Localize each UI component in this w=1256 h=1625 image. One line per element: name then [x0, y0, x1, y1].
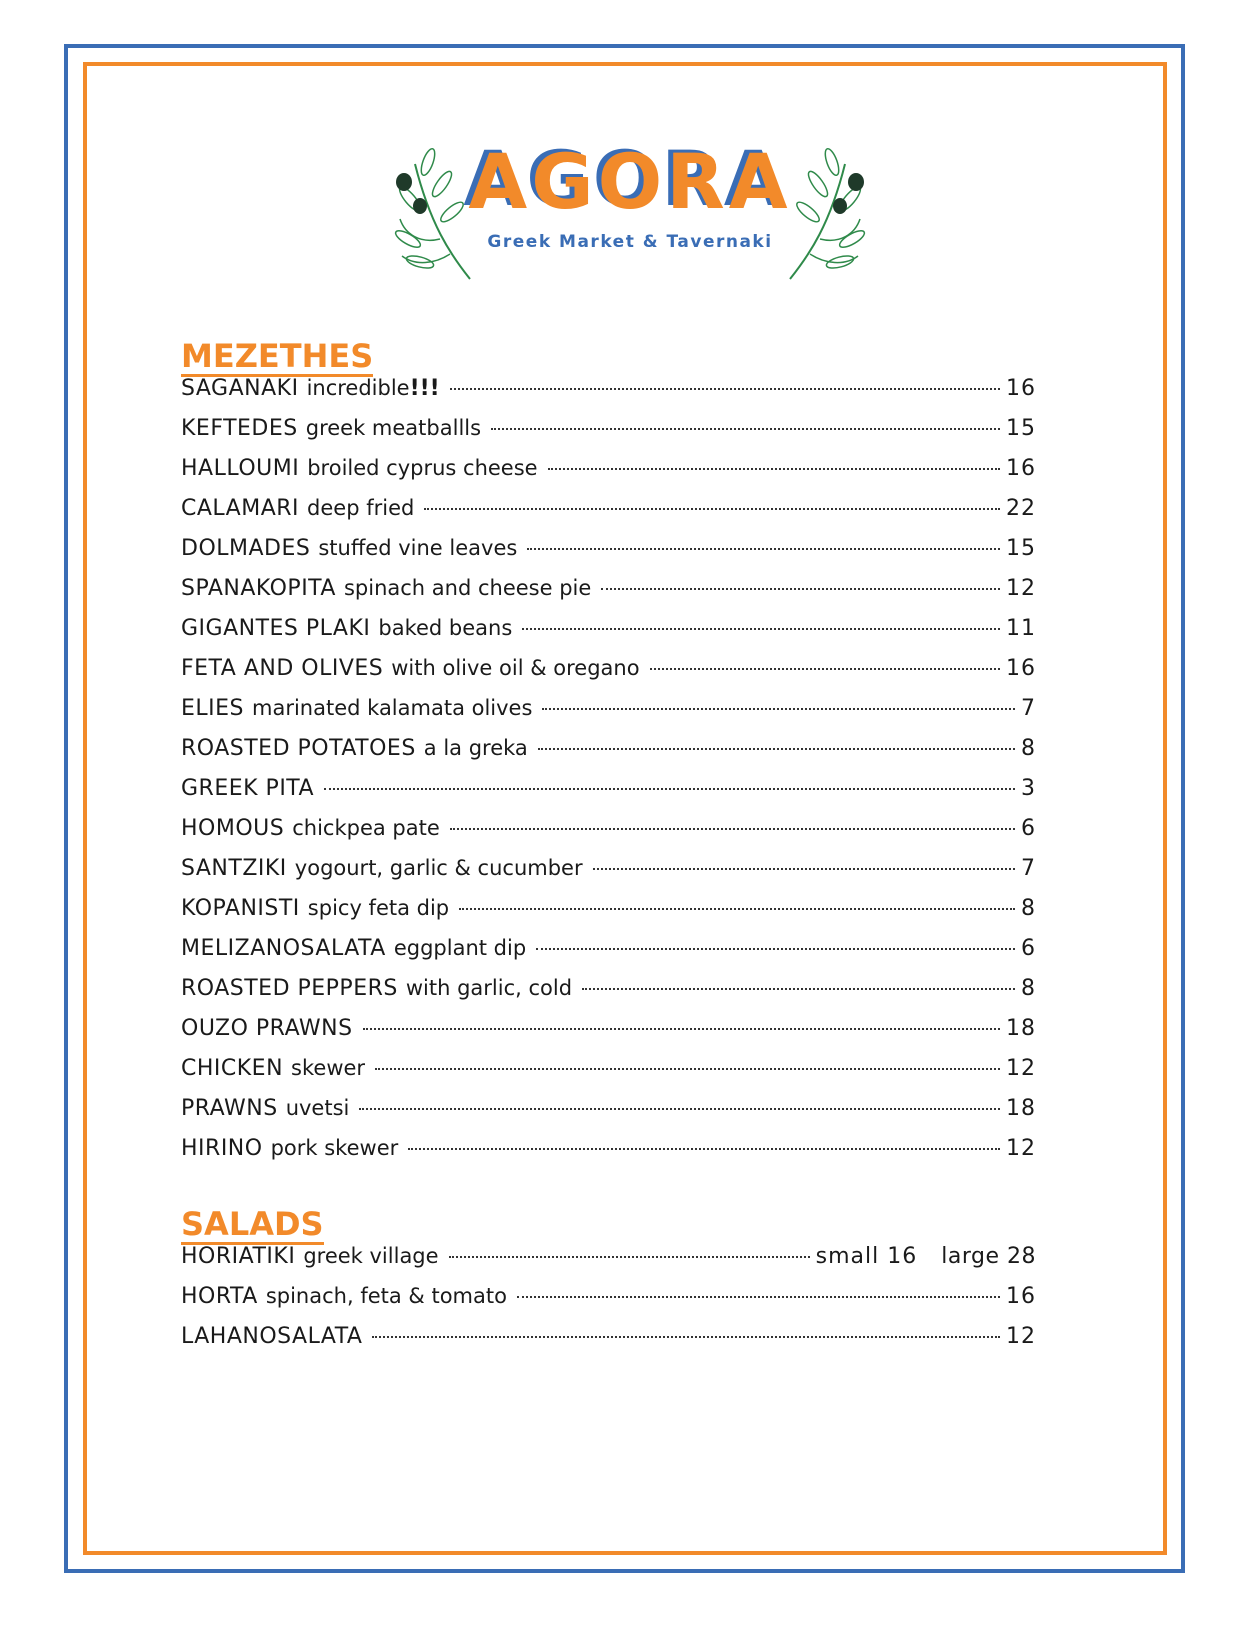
item-name: FETA AND OLIVES	[181, 656, 384, 681]
menu-item	[181, 776, 1036, 816]
item-price: 18	[1006, 1016, 1036, 1041]
item-price: 18	[1006, 1096, 1036, 1121]
menu-item	[181, 536, 1036, 576]
menu-list-mezethes	[181, 376, 1036, 1176]
item-description: chickpea pate	[292, 816, 440, 840]
item-description: incredible	[306, 376, 410, 400]
dot-leader	[527, 548, 1000, 550]
item-price: 16	[1006, 656, 1036, 681]
restaurant-logo	[390, 137, 870, 290]
item-description: with olive oil & oregano	[391, 656, 640, 680]
menu-item	[181, 616, 1036, 656]
item-name: PRAWNS	[181, 1096, 278, 1121]
dot-leader	[450, 828, 1015, 830]
logo-subtitle: Greek Market & Tavernaki	[487, 232, 773, 252]
item-name: SAGANAKI	[181, 376, 299, 401]
item-description: spinach and cheese pie	[343, 576, 592, 600]
item-price-large: large 28	[941, 1244, 1036, 1269]
item-price: 7	[1021, 696, 1036, 721]
item-price: 15	[1006, 536, 1036, 561]
dot-leader	[538, 748, 1015, 750]
item-description: baked beans	[378, 616, 513, 640]
item-description: deep fried	[307, 496, 415, 520]
menu-item	[181, 1284, 1036, 1324]
item-name: ELIES	[181, 696, 245, 721]
dot-leader	[408, 1148, 1000, 1150]
menu-item	[181, 736, 1036, 776]
dot-leader	[582, 988, 1015, 990]
item-name: SPANAKOPITA	[181, 576, 336, 601]
item-description: marinated kalamata olives	[252, 696, 533, 720]
item-price: small 16	[815, 1244, 918, 1269]
item-description: eggplant dip	[393, 936, 527, 960]
item-name: OUZO PRAWNS	[181, 1016, 353, 1041]
menu-item	[181, 936, 1036, 976]
dot-leader	[650, 668, 1000, 670]
item-price: 15	[1006, 416, 1036, 441]
item-name: DOLMADES	[181, 536, 311, 561]
menu-item	[181, 1136, 1036, 1176]
item-price: 16	[1006, 1284, 1036, 1309]
item-description: pork skewer	[270, 1136, 399, 1160]
item-description: greek meatballls	[305, 416, 482, 440]
item-name: KEFTEDES	[181, 416, 298, 441]
dot-leader	[359, 1108, 1000, 1110]
menu-item	[181, 1096, 1036, 1136]
dot-leader	[372, 1336, 1000, 1338]
item-price: 12	[1006, 1324, 1036, 1349]
item-name: HORTA	[181, 1284, 258, 1309]
dot-leader	[459, 908, 1015, 910]
menu-item	[181, 576, 1036, 616]
menu-item	[181, 816, 1036, 856]
menu-item	[181, 656, 1036, 696]
item-price: 3	[1021, 776, 1036, 801]
dot-leader	[593, 868, 1015, 870]
item-price: 12	[1006, 1136, 1036, 1161]
item-price: 12	[1006, 576, 1036, 601]
item-name: GIGANTES PLAKI	[181, 616, 371, 641]
dot-leader	[542, 708, 1015, 710]
dot-leader	[363, 1028, 1000, 1030]
item-description: a la greka	[423, 736, 528, 760]
item-description: broiled cyprus cheese	[307, 456, 538, 480]
item-name: HIRINO	[181, 1136, 263, 1161]
dot-leader	[601, 588, 1000, 590]
item-description: with garlic, cold	[405, 976, 573, 1000]
olive-branch-icon	[780, 144, 870, 284]
menu-item	[181, 1016, 1036, 1056]
item-name: KOPANISTI	[181, 896, 300, 921]
item-description: greek village	[303, 1244, 439, 1268]
dot-leader	[449, 1256, 810, 1258]
menu-item	[181, 856, 1036, 896]
dot-leader	[450, 388, 1000, 390]
menu-item	[181, 896, 1036, 936]
dot-leader	[424, 508, 1000, 510]
menu-item	[181, 376, 1036, 416]
menu-list-salads	[181, 1244, 1036, 1364]
logo-title: AGORA	[468, 137, 792, 226]
item-description: yogourt, garlic & cucumber	[294, 856, 583, 880]
item-name: GREEK PITA	[181, 776, 315, 801]
dot-leader	[491, 428, 1000, 430]
item-name: ROASTED POTATOES	[181, 736, 416, 761]
item-price: 7	[1021, 856, 1036, 881]
item-name: MELIZANOSALATA	[181, 936, 386, 961]
dot-leader	[517, 1296, 1000, 1298]
menu-item	[181, 976, 1036, 1016]
dot-leader	[375, 1068, 1000, 1070]
menu-item	[181, 1244, 1036, 1284]
item-name: CALAMARI	[181, 496, 300, 521]
item-price: 8	[1021, 976, 1036, 1001]
item-price: 11	[1006, 616, 1036, 641]
menu-item	[181, 696, 1036, 736]
item-price: 16	[1006, 456, 1036, 481]
item-price: 12	[1006, 1056, 1036, 1081]
item-price: 22	[1006, 496, 1036, 521]
item-description: spinach, feta & tomato	[265, 1284, 507, 1308]
item-name: HORIATIKI	[181, 1244, 296, 1269]
item-price: 6	[1021, 936, 1036, 961]
section-title-salads: SALADS	[181, 1205, 324, 1243]
dot-leader	[536, 948, 1015, 950]
item-name: ROASTED PEPPERS	[181, 976, 398, 1001]
item-name: HALLOUMI	[181, 456, 300, 481]
menu-item	[181, 1324, 1036, 1364]
item-emphasis: !!!	[409, 376, 440, 401]
dot-leader	[548, 468, 1000, 470]
item-description: stuffed vine leaves	[318, 536, 518, 560]
dot-leader	[324, 788, 1015, 790]
item-name: HOMOUS	[181, 816, 285, 841]
item-description: spicy feta dip	[307, 896, 450, 920]
item-name: LAHANOSALATA	[181, 1324, 363, 1349]
section-title-mezethes: MEZETHES	[181, 337, 374, 375]
item-price: 8	[1021, 896, 1036, 921]
item-description: skewer	[291, 1056, 366, 1080]
menu-item	[181, 456, 1036, 496]
item-description: uvetsi	[285, 1096, 350, 1120]
item-name: CHICKEN	[181, 1056, 284, 1081]
dot-leader	[522, 628, 1000, 630]
menu-item	[181, 496, 1036, 536]
item-price: 8	[1021, 736, 1036, 761]
item-name: SANTZIKI	[181, 856, 287, 881]
item-price: 16	[1006, 376, 1036, 401]
menu-item	[181, 416, 1036, 456]
menu-item	[181, 1056, 1036, 1096]
item-price: 6	[1021, 816, 1036, 841]
